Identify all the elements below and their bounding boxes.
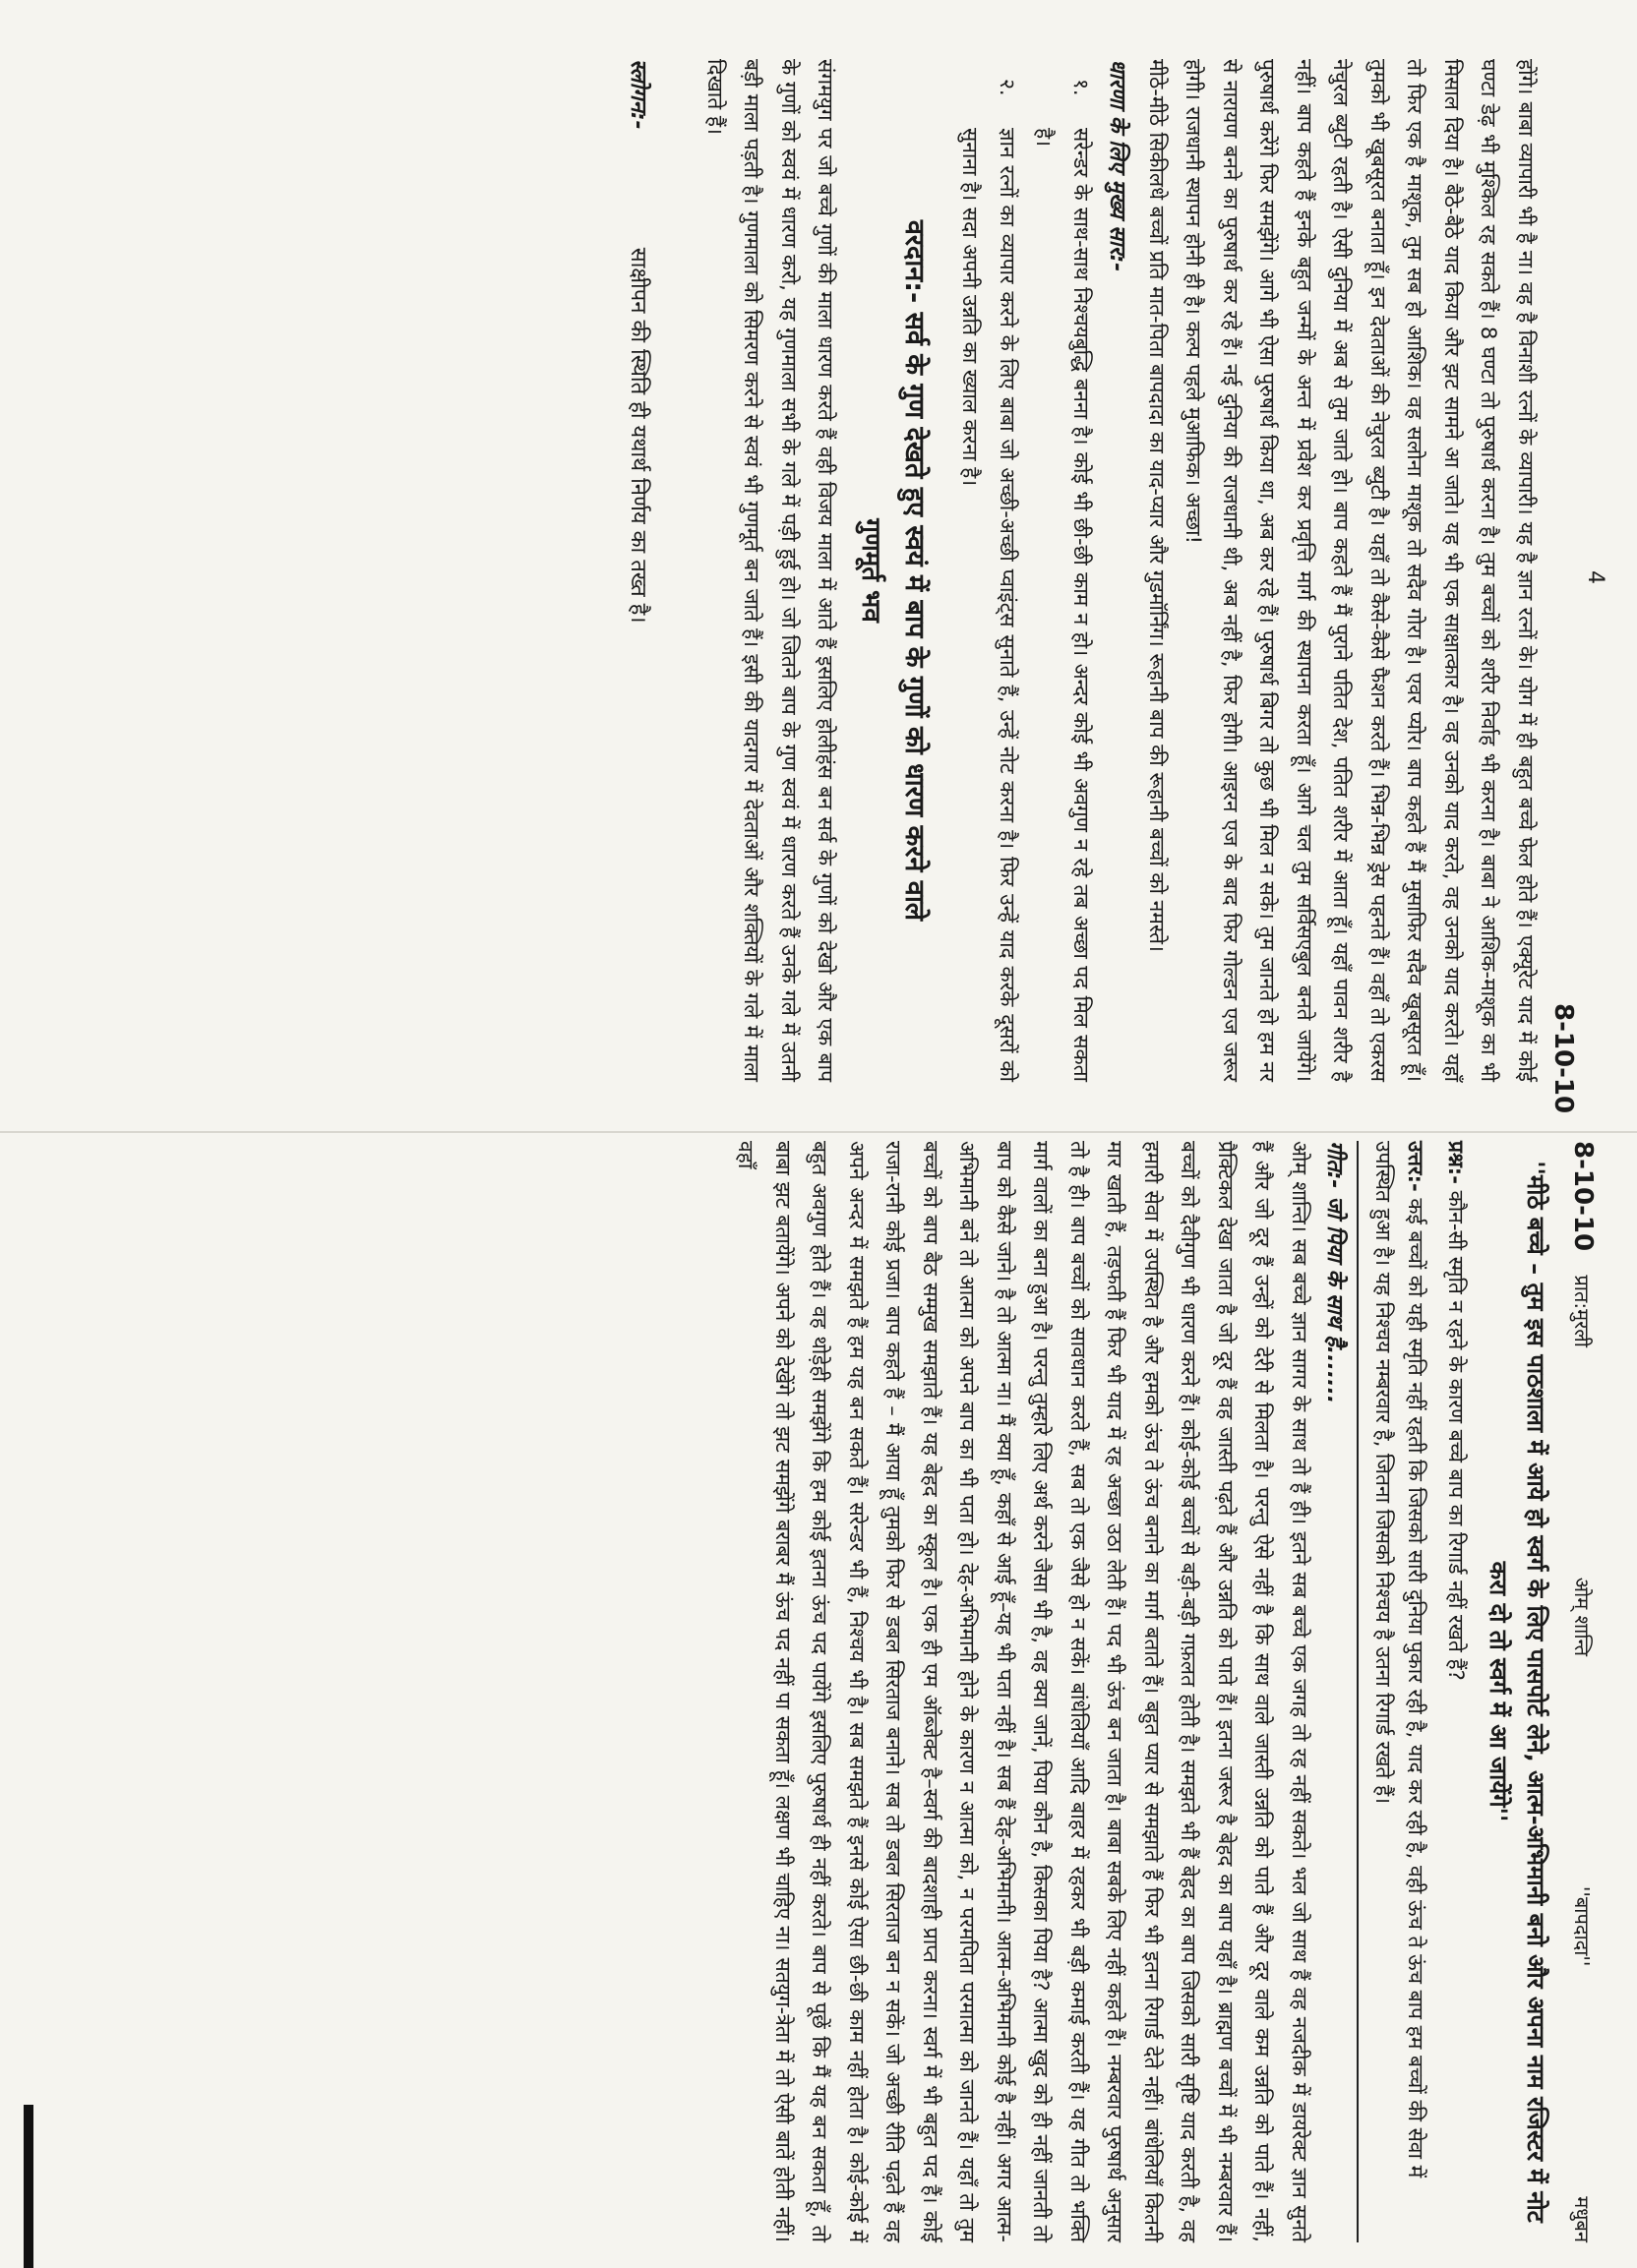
left-page <box>0 59 1637 1141</box>
header-om-shanti: ओम् शान्ति <box>1570 1577 1594 1657</box>
murli-paragraph-2: मीठे-मीठे सिकीलधे बच्चों प्रति मात-पिता बापदादा का याद-प्यार और गुडमॉर्निंग। रूहानी बाप की रूहानी बच्चों को नमस्ते। <box>1145 59 1169 952</box>
point-number: १. <box>1069 79 1093 96</box>
page-number: 4 <box>1583 570 1607 584</box>
slogan <box>620 59 657 1082</box>
question-text: कौन-सी स्मृति न रहने के कारण बच्चे बाप का रिगार्ड नहीं रखते हैं? <box>1444 1190 1468 1681</box>
right-page <box>0 1141 1637 2242</box>
left-page-content <box>620 59 1544 1082</box>
section-rule <box>1357 1141 1359 2242</box>
murli-paragraph-1: होंगे। बाबा व्यापारी भी है ना। वह है विनाशी रत्नों के व्यापारी। यह है ज्ञान रत्नों के। योग में ही बहुत बच्चे फेल होते हैं। एक्यूरेट याद में कोई घण्टा डेढ़ भी मुश्किल रह सकते हैं। 8 घण्टा तो पुरुषार्थ करना है। तुम बच्चों को शरीर निर्वाह भी करना है। बाबा ने आशिक-माशूक का भी मिसाल दिया है। बैठे-बैठे याद किया और झट सामने आ जाते। यह भी एक साक्षात्कार है। वह उनको याद करते, वह उनको याद करते। यहाँ तो फिर एक है माशूक, तुम सब हो आशिक। वह सलोना माशूक तो सदैव गोरा है। एवर प्योर। बाप कहते हैं मैं मुसाफिर सदैव खूबसूरत हूँ। तुमको भी खूबसूरत बनाता हूँ। इन देवताओं की नेचुरल ब्युटी है। यहाँ तो कैसे-कैसे फैशन करते हैं। भिन्न-भिन्न ड्रेस पहनते हैं। वहाँ तो एकरस नेचुरल ब्युटी रहती है। ऐसी दुनिया में अब से तुम जाते हो। बाप कहते हैं मैं पुराने पतित देश, पतित शरीर में आता हूँ। यहाँ पावन शरीर है नहीं। बाप कहते हैं इनके बहुत जन्मों के अन्त में प्रवेश कर प्रवृत्ति मार्ग की स्थापना करता हूँ। आगे चल तुम सर्विसएबुल बनते जायेंगे। पुरुषार्थ करेंगे फिर समझेंगे। आगे भी ऐसा पुरुषार्थ किया था, अब कर रहे हैं। पुरुषार्थ बिगर तो कुछ भी मिल न सके। तुम जानते हो हम नर से नारायण बनने का पुरुषार्थ कर रहे हैं। नई दुनिया की राजधानी थी, अब नहीं है, फिर होगी। आइरन एज के बाद फिर गोल्डन एज जरूर होगी। राजधानी स्थापन होनी ही है। कल्प पहले मुआफिक। अच्छा! <box>1182 59 1538 1082</box>
murli-title: ''मीठे बच्चे – तुम इस पाठशाला में आये हो स्वर्ग के लिए पासपोर्ट लेने, आत्म-अभिमानी बनो और अपना नाम रजिस्टर में नोट करा दो तो स्वर्ग में आ जायेंगे'' <box>1485 1161 1549 2223</box>
answer-block <box>1366 1141 1431 2242</box>
murli-header <box>1568 1141 1598 2242</box>
answer-label: उत्तर:- <box>1404 1141 1427 1192</box>
right-page-date: 8-10-10 <box>1568 1141 1598 1252</box>
answer-text: कई बच्चों को यही स्मृति नहीं रहती कि जिसको सारी दुनिया पुकार रही है, याद कर रही है, वही ऊंच ते ऊंच बाप हम बच्चों की सेवा में उपस्थित हुआ है। यह निश्चय नम्बरवार है, जितना जिसको निश्चय है उतना रिगार्ड रखते हैं। <box>1371 1141 1427 2178</box>
murli-body-text: ओम् शान्ति। सब बच्चे ज्ञान सागर के साथ तो हैं ही। इतने सब बच्चे एक जगह तो रह नहीं सकते। भल जो साथ हैं वह नजदीक में डायरेक्ट ज्ञान सुनते हैं और जो दूर हैं उन्हों को देरी से मिलता है। परन्तु ऐसे नहीं है कि साथ वाले जास्ती उन्नति को पाते हैं और दूर वाले कम उन्नति को पाते हैं। नहीं, प्रैक्टिकल देखा जाता है जो दूर हैं वह जास्ती पढ़ते हैं और उन्नति को पाते हैं। इतना जरूर है बेहद का बाप यहाँ है। ब्राह्मण बच्चों में भी नम्बरवार हैं। बच्चों को दैवीगुण भी धारण करने हैं। कोई-कोई बच्चों से बड़ी-बड़ी गफ़लत होती है। समझते भी हैं बेहद का बाप जिसको सारी सृष्टि याद करती है, वह हमारी सेवा में उपस्थित है और हमको ऊंच ते ऊंच बनाने का मार्ग बताते हैं। बहुत प्यार से समझाते हैं फिर भी इतना रिगार्ड देते नहीं। बांधेलियाँ कितनी मार खाती हैं, तड़फती हैं फिर भी याद में रह अच्छा उठा लेती हैं। पद भी ऊंच बन जाता है। बाबा सबके लिए नहीं कहते हैं। नम्बरवार पुरुषार्थ अनुसार तो है ही। बाप बच्चों को सावधान करते हैं, सब तो एक जैसे हो न सकें। बांधेलियाँ आदि बाहर में रहकर भी बड़ी कमाई करती हैं। यह गीत तो भक्ति मार्ग वालों का बना हुआ है। परन्तु तुम्हारे लिए अर्थ करने जैसा भी है, वह क्या जानें, पिया कौन है, किसका पिया है? आत्मा खुद को ही नहीं जानती तो बाप को कैसे जाने। है तो आत्मा ना। मैं क्या हूँ, कहाँ से आई हूँ–यह भी पता नहीं है। सब हैं देह-अभिमानी। आत्म-अभिमानी कोई है नहीं। अगर आत्म-अभिमानी बनें तो आत्मा को अपने बाप का भी पता हो। देह-अभिमानी होने के कारण न आत्मा को, न परमपिता परमात्मा को जानते हैं। यहाँ तो तुम बच्चों को बाप बैठ सम्मुख समझाते हैं। यह बेहद का स्कूल है। एक ही एम ऑब्जेक्ट है–स्वर्ग की बादशाही प्राप्त करना। स्वर्ग में भी बहुत पद हैं। कोई राजा-रानी कोई प्रजा। बाप कहते हैं – मैं आया हूँ तुमको फिर से डबल सिरताज बनाने। सब तो डबल सिरताज बन न सकें। जो अच्छी रीति पढ़ते हैं वह अपने अन्दर में समझते हैं हम यह बन सकते हैं। सरेन्डर भी हैं, निश्चय भी है। सब समझते हैं इनसे कोई ऐसा छी-छी काम नहीं होता है। कोई-कोई में बहुत अवगुण होते हैं। वह थोड़ेही समझेंगे कि हम कोई इतना ऊंच पद पायेंगे इसलिए पुरुषार्थ ही नहीं करते। बाप से पूछें कि मैं यह बन सकता हूँ, तो बाबा झट बतायेंगे। अपने को देखेंगे तो झट समझेंगे बराबर मैं ऊंच पद नहीं पा सकता हूँ। लक्षण भी चाहिए ना। सतयुग-त्रेता में तो ऐसी बातें होती नहीं। वहाँ <box>734 1141 1311 2242</box>
vardan-subtitle: गुणमूर्त भव <box>856 518 885 623</box>
header-place: मधुबन <box>1570 2196 1594 2242</box>
scan-edge-mark <box>24 2105 33 2268</box>
header-date-group <box>1568 1141 1598 1347</box>
header-murli-type: प्रात:मुरली <box>1570 1275 1594 1347</box>
slogan-text: साक्षीपन की स्थिति ही यथार्थ निर्णय का तख्त है। <box>626 247 651 624</box>
geet-label: गीत:- <box>1322 1141 1347 1189</box>
question-block <box>1439 1141 1472 2242</box>
geet-line <box>1321 1141 1351 2242</box>
question-label: प्रश्न:- <box>1444 1141 1468 1184</box>
point-number: २. <box>996 79 1019 96</box>
dharna-heading: धारणा के लिए मुख्य सार:- <box>1105 59 1130 272</box>
dharna-point-2 <box>951 59 1025 1082</box>
dharna-point-1 <box>1025 59 1099 1082</box>
left-page-date: 8-10-10 <box>1548 1003 1578 1114</box>
geet-text: जो पिया के साथ है....... <box>1322 1196 1347 1404</box>
page-fold-divider <box>0 1131 1637 1133</box>
header-bapdada: ''बापदादा'' <box>1570 1885 1594 1967</box>
vardan-text: संगमयुग पर जो बच्चे गुणों की माला धारण करते हैं वही विजय माला में आते हैं इसलिए होलीहंस बन सर्व के गुणों को देखो और एक बाप के गुणों को स्वयं में धारण करो, यह गुणमाला सभी के गले में पड़ी हुई हो। जो जितने बाप के गुण स्वयं में धारण करते हैं उनके गले में उतनी बड़ी माला पड़ती है। गुणमाला को सिमरण करने से स्वयं भी गुणमूर्त बन जाते हैं। इसी की यादगार में देवताओं और शक्तियों के गले में माला दिखाते हैं। <box>703 59 838 1082</box>
point-text: ज्ञान रत्नों का व्यापार करने के लिए बाबा जो अच्छी-अच्छी प्वाइंट्स सुनाते हैं, उन्हें नोट करना है। फिर उन्हें याद करके दूसरों को सुनाना है। सदा अपनी उन्नति का ख्याल करना है। <box>958 128 1019 1082</box>
point-text: सरेन्डर के साथ-साथ निश्चयबुद्धि बनना है। कोई भी छी-छी काम न हो। अन्दर कोई भी अवगुण न रहे तब अच्छा पद मिल सकता है। <box>1032 128 1093 1082</box>
slogan-label: स्लोगन:- <box>626 59 651 130</box>
vardan-title: वरदान:- सर्व के गुण देखते हुए स्वयं में बाप के गुणों को धारण करने वाले <box>899 219 930 922</box>
